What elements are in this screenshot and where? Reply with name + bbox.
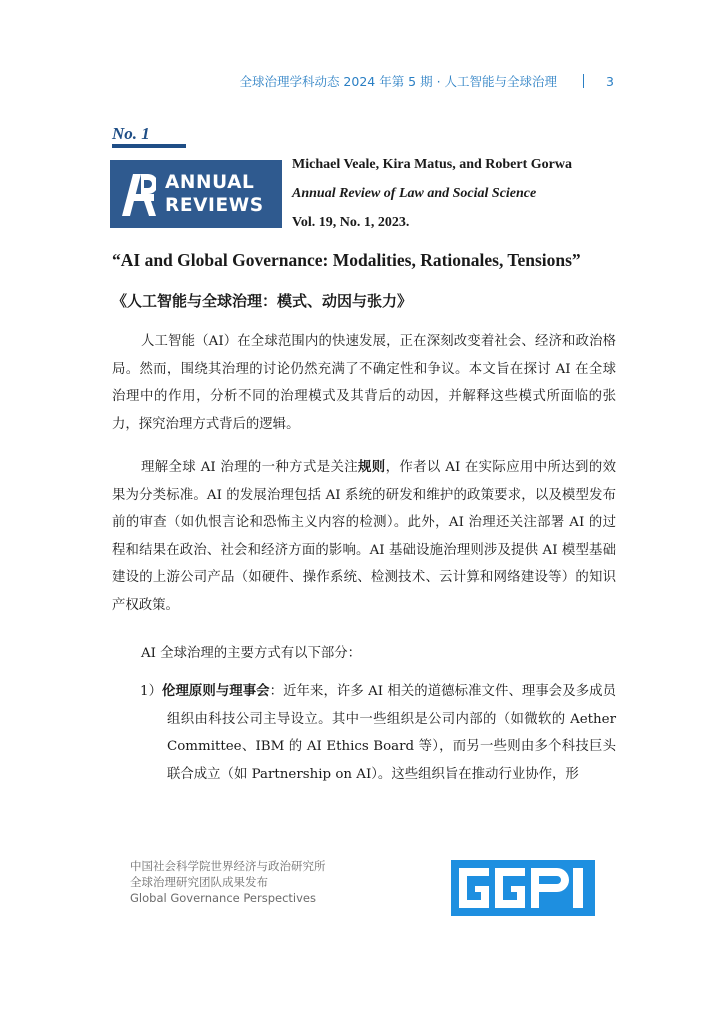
paragraph-modes-intro: AI 全球治理的主要方式有以下部分： (141, 646, 362, 661)
footer-line2: 全球治理研究团队成果发布 (130, 875, 268, 889)
paragraph-rules (112, 454, 616, 619)
page-number: 3 (606, 73, 614, 89)
paragraph-intro: 人工智能（AI）在全球范围内的快速发展，正在深刻改变着社会、经济和政治格局。然而，围绕其治理的讨论仍然充满了不确定性和争议。本文旨在探讨 AI 在全球治理中的作用，分析不同的治理模式及其背后的动因，并解释这些模式所面临的张力，探究治理方式背后的逻辑。 (112, 334, 616, 432)
paragraph-rules-rest: ，作者以 AI 在实际应用中所达到的效果为分类标准。AI 的发展治理包括 AI 系统的研发和维护的政策要求，以及模型发布前的审查（如仇恨言论和恐怖主义内容的检测）。此外，AI 治理还关注部署 AI 的过程和结果在政治、社会和经济方面的影响。AI 基础设施治理则涉及提供 AI 模型基础建设的上游公司产品（如硬件、操作系统、检测技术、云计算和网络建设等）的知识产权政策。 (112, 460, 616, 613)
issue-number: No. 1 (112, 124, 150, 143)
article-title-en: “AI and Global Governance: Modalities, Rationales, Tensions” (112, 250, 581, 270)
authors: Michael Veale, Kira Matus, and Robert Gorwa (292, 157, 572, 172)
article-title-zh: 《人工智能与全球治理：模式、动因与张力》 (112, 292, 413, 310)
running-title: 全球治理学科动态 2024 年第 5 期 · 人工智能与全球治理 (239, 74, 558, 89)
list-item-heading: 伦理原则与理事会 (162, 683, 270, 699)
ggp-logo-icon (451, 860, 595, 916)
citation-block (292, 154, 572, 241)
logo-line2: REVIEWS (165, 195, 264, 216)
volume-info: Vol. 19, No. 1, 2023. (292, 215, 410, 230)
annual-reviews-logo (110, 160, 282, 228)
footer-line1: 中国社会科学院世界经济与政治研究所 (130, 859, 326, 873)
list-item-text: ：近年来，许多 AI 相关的道德标准文件、理事会及多成员组织由科技公司主导设立。其中一些组织是公司内部的（如微软的 Aether Committee、IBM 的 AI Ethics Board 等），而另一些则由多个科技巨头联合成立（如 Partnership on AI）。这些组织旨在推动行业协作，形 (167, 684, 616, 782)
footer-institution (130, 858, 326, 906)
list-number: 1） (140, 684, 163, 699)
paragraph-rules-emphasis: 规则 (358, 459, 386, 475)
list-item-ethics (112, 678, 616, 788)
annual-reviews-mark-icon (120, 172, 156, 216)
logo-line1: ANNUAL (165, 172, 255, 193)
paragraph-rules-start: 理解全球 AI 治理的一种方式是关注 (141, 460, 359, 475)
running-header (239, 72, 614, 90)
footer-line3: Global Governance Perspectives (130, 891, 316, 905)
journal-name: Annual Review of Law and Social Science (292, 186, 537, 201)
issue-underline (112, 144, 186, 148)
header-divider (583, 74, 584, 88)
